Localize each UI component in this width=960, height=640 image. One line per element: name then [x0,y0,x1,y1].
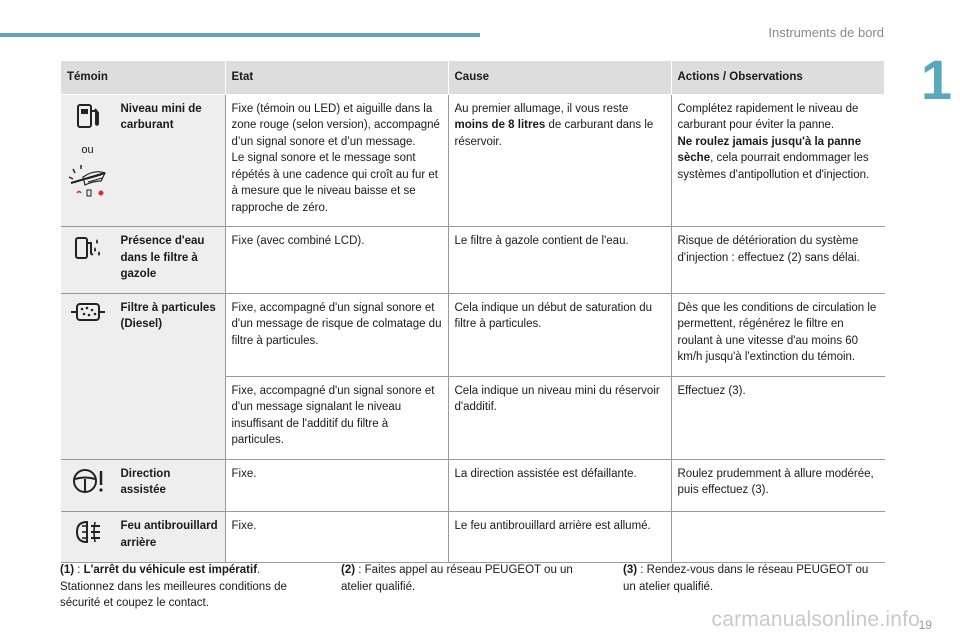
footnote-2 [341,562,596,595]
icon-cell [61,227,115,294]
cause-text: Au premier allumage, il vous reste [454,102,629,115]
row-etat: Fixe, accompagné d'un signal sonore et d'un message signalant le niveau insuffisant de l'additif du filtre à particules. [225,376,448,459]
table-row [61,512,885,563]
row-cause: La direction assistée est défaillante. [448,459,671,512]
footnote-3-text: : Rendez-vous dans le réseau PEUGEOT ou un atelier qualifié. [623,564,869,593]
cause-text-end: de carburant dans le réservoir. [454,119,654,148]
footnote-1-sep: : [74,564,84,576]
action-bold: Ne roulez jamais jusqu'à la panne sèche [677,135,862,164]
table-header-row [61,61,885,95]
table-row [61,459,885,512]
icon-cell [61,459,115,512]
row-name: Filtre à particules (Diesel) [115,293,226,459]
top-accent-bar [0,33,480,37]
row-etat [225,94,448,227]
water-in-diesel-icon [73,233,103,263]
footnote-2-text: : Faites appel au réseau PEUGEOT ou un atelier qualifié. [341,564,573,593]
row-name: Niveau mini de carburant [115,94,226,227]
row-cause: Cela indique un niveau mini du réservoir d'additif. [448,376,671,459]
cause-bold: moins de 8 litres [454,119,546,131]
row-action: Effectuez (3). [671,376,885,459]
row-cause: Cela indique un début de saturation du filtre à particules. [448,293,671,376]
action-text-2 [678,134,879,184]
rear-fog-light-icon [73,518,103,546]
footnote-1-number: (1) [60,564,75,576]
footnote-1-bold: L'arrêt du véhicule est impératif [83,564,258,576]
table-row [61,227,885,294]
table-row [61,94,885,227]
row-cause [448,94,671,227]
icon-cell [61,293,115,459]
row-etat: Fixe, accompagné d'un signal sonore et d'un message de risque de colmatage du filtre à particules. [225,293,448,376]
section-title: Instruments de bord [768,25,884,40]
watermark: carmanualsonline.info [711,608,920,631]
table-row [61,293,885,376]
row-cause: Le feu antibrouillard arrière est allumé. [448,512,671,563]
footnote-3 [623,562,878,595]
row-name: Présence d'eau dans le filtre à gazole [115,227,226,294]
page-number: 19 [918,618,932,632]
or-label: ou [81,144,94,156]
row-etat: Fixe (avec combiné LCD). [225,227,448,294]
row-name: Direction assistée [115,459,226,512]
row-etat: Fixe. [225,459,448,512]
footnote-1 [60,562,305,612]
etat-text: Fixe (témoin ou LED) et aiguille dans la zone rouge (selon version), accompagné d’un signal sonore et d’un message. [231,102,440,148]
icon-cell [61,512,115,563]
footnote-1-text: . Stationnez dans les meilleures conditions de sécurité et coupez le contact. [60,564,287,609]
row-action [671,512,885,563]
particle-filter-icon [71,300,105,324]
fuel-gauge-icon [67,163,109,199]
etat-text-2: Le signal sonore et le message sont répétés à une cadence qui croît au fur et à mesure que le niveau baisse et se rapproche de zéro. [231,152,438,214]
power-steering-icon [71,466,105,496]
chapter-number: 1 [920,48,952,111]
warning-lights-table [60,60,885,563]
action-text: Complétez rapidement le niveau de carburant pour éviter la panne. [677,102,859,131]
action-text-end: , cela pourrait endommager les systèmes d'antipollution et d'injection. [677,152,870,181]
row-action: Dès que les conditions de circulation le permettent, régénérez le filtre en roulant à une vitesse d'au moins 60 km/h jusqu'à l'extinction du témoin. [671,293,885,376]
footnote-3-number: (3) [623,564,638,576]
row-etat: Fixe. [225,512,448,563]
header-temoin: Témoin [61,61,226,95]
row-name: Feu antibrouillard arrière [115,512,226,563]
header-etat: Etat [225,61,448,95]
row-cause: Le filtre à gazole contient de l'eau. [448,227,671,294]
row-action: Roulez prudemment à allure modérée, puis effectuez (3). [671,459,885,512]
icon-cell [61,94,115,227]
header-cause: Cause [448,61,671,95]
fuel-pump-icon [74,101,102,131]
row-action [671,94,885,227]
footnote-2-number: (2) [341,564,356,576]
row-action: Risque de détérioration du système d'injection : effectuez (2) sans délai. [671,227,885,294]
header-actions: Actions / Observations [671,61,885,95]
